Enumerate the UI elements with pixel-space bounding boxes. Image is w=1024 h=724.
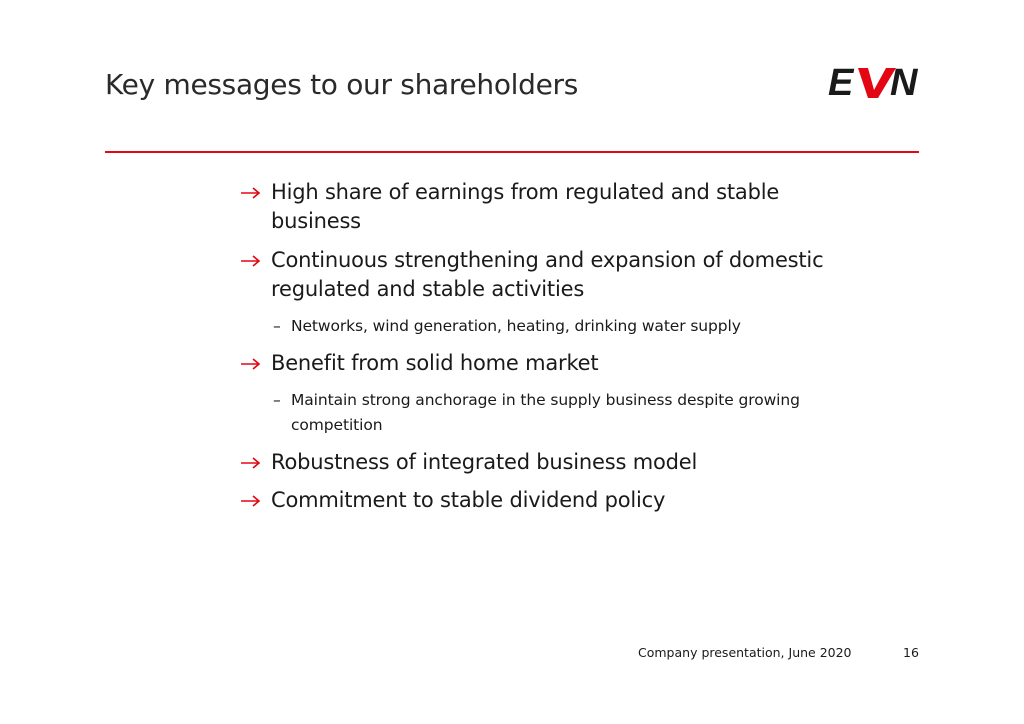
bullet-list: [240, 178, 840, 515]
sub-bullet-text: Maintain strong anchorage in the supply business despite growing competition: [291, 391, 800, 434]
slide-title: Key messages to our shareholders: [105, 68, 579, 101]
arrow-right-icon: [240, 254, 262, 268]
arrow-right-icon: [240, 456, 262, 470]
arrow-right-icon: [240, 357, 262, 371]
title-divider: [105, 151, 919, 153]
bullet-item: [240, 178, 840, 236]
evn-logo: [828, 62, 920, 102]
dash-marker: –: [273, 317, 281, 335]
sub-bullet-item: [240, 314, 840, 339]
bullet-text: Commitment to stable dividend policy: [271, 488, 666, 512]
bullet-item: [240, 246, 840, 304]
dash-marker: –: [273, 391, 281, 409]
bullet-text: Benefit from solid home market: [271, 351, 599, 375]
svg-text:N: N: [890, 62, 918, 102]
bullet-text: Continuous strengthening and expansion of domestic regulated and stable activities: [271, 248, 824, 301]
bullet-item: [240, 448, 840, 477]
footer-caption: Company presentation, June 2020: [638, 645, 852, 660]
bullet-item: [240, 349, 840, 378]
sub-bullet-text: Networks, wind generation, heating, drinking water supply: [291, 317, 741, 335]
sub-bullet-item: [240, 388, 840, 438]
bullet-item: [240, 486, 840, 515]
page-number: 16: [903, 645, 919, 660]
arrow-right-icon: [240, 186, 262, 200]
bullet-text: Robustness of integrated business model: [271, 450, 698, 474]
bullet-text: High share of earnings from regulated and stable business: [271, 180, 780, 233]
arrow-right-icon: [240, 494, 262, 508]
svg-text:E: E: [828, 62, 852, 102]
